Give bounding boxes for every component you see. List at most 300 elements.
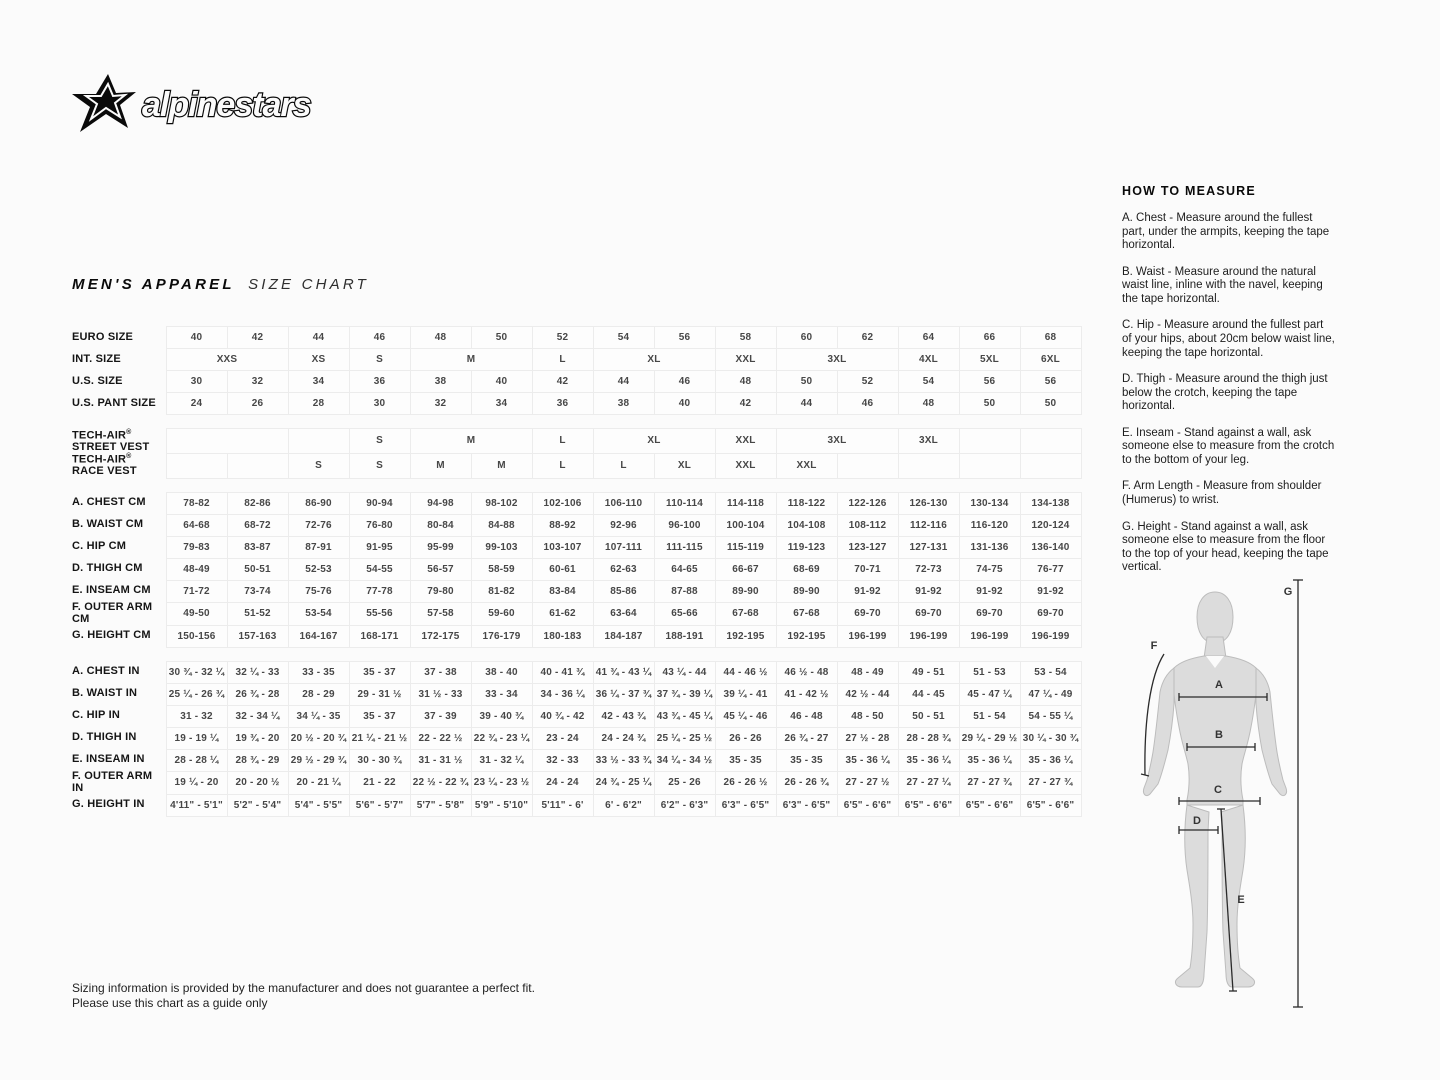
size-cell: 86-90 — [288, 492, 349, 514]
size-cell: 46 - 48 — [776, 705, 837, 727]
size-cell: 49 - 51 — [898, 661, 959, 683]
size-cell: 31 ½ - 33 — [410, 683, 471, 705]
size-cell: 36 ¼ - 37 ¾ — [593, 683, 654, 705]
size-cell: 164-167 — [288, 625, 349, 647]
size-cell: 50 — [471, 327, 532, 349]
size-cell: 30 — [166, 371, 227, 393]
size-cell: 150-156 — [166, 625, 227, 647]
size-cell: 61-62 — [532, 602, 593, 625]
size-cell: 5'6" - 5'7" — [349, 794, 410, 816]
size-cell: 45 - 47 ¼ — [959, 683, 1020, 705]
size-cell: 110-114 — [654, 492, 715, 514]
size-cell: 27 - 27 ¾ — [959, 771, 1020, 794]
size-cell: 38 - 40 — [471, 661, 532, 683]
size-cell: 33 - 34 — [471, 683, 532, 705]
size-cell: 51 - 54 — [959, 705, 1020, 727]
size-cell: 27 - 27 ¼ — [898, 771, 959, 794]
size-cell: 26 ¾ - 27 — [776, 727, 837, 749]
size-cell: 106-110 — [593, 492, 654, 514]
measure-instruction: B. Waist - Measure around the natural waist line, inline with the navel, keeping the tape horizontal. — [1122, 265, 1323, 305]
size-cell: 66 — [959, 327, 1020, 349]
size-cell: 42 — [715, 393, 776, 415]
size-cell: 30 ¼ - 30 ¾ — [1020, 727, 1081, 749]
size-cell: 126-130 — [898, 492, 959, 514]
size-cell: 28 - 29 — [288, 683, 349, 705]
size-cell: XXL — [715, 453, 776, 478]
size-cell: 48-49 — [166, 558, 227, 580]
size-cell: 47 ¼ - 49 — [1020, 683, 1081, 705]
row-label: F. OUTER ARM IN — [72, 770, 153, 794]
row-label: U.S. PANT SIZE — [72, 396, 156, 409]
size-cell: 192-195 — [715, 625, 776, 647]
size-cell: 32 - 34 ¼ — [227, 705, 288, 727]
size-cell: 5'7" - 5'8" — [410, 794, 471, 816]
size-cell: 36 — [349, 371, 410, 393]
size-cell: 29 ¼ - 29 ½ — [959, 727, 1020, 749]
size-cell: 91-95 — [349, 536, 410, 558]
size-cell: 115-119 — [715, 536, 776, 558]
disclaimer — [72, 981, 535, 1010]
size-cell: 70-71 — [837, 558, 898, 580]
size-cell: 6'5" - 6'6" — [898, 794, 959, 816]
size-cell: 23 - 24 — [532, 727, 593, 749]
size-cell: 91-92 — [1020, 580, 1081, 602]
size-cell: 6'3" - 6'5" — [776, 794, 837, 816]
size-cell: 66-67 — [715, 558, 776, 580]
size-cell: 64-65 — [654, 558, 715, 580]
size-cell: 95-99 — [410, 536, 471, 558]
size-cell: 35 - 35 — [776, 749, 837, 771]
size-cell: 41 - 42 ½ — [776, 683, 837, 705]
row-label: C. HIP CM — [72, 540, 127, 553]
size-cell: 68 — [1020, 327, 1081, 349]
size-cell: 103-107 — [532, 536, 593, 558]
table-row — [72, 683, 1081, 705]
size-cell: 42 ½ - 44 — [837, 683, 898, 705]
table-row — [72, 327, 1081, 349]
size-cell: 46 ½ - 48 — [776, 661, 837, 683]
size-cell: 87-91 — [288, 536, 349, 558]
size-cell: 20 ½ - 20 ¾ — [288, 727, 349, 749]
size-cell: 31 - 31 ½ — [410, 749, 471, 771]
size-cell: 3XL — [898, 429, 959, 454]
size-cell: M — [471, 453, 532, 478]
row-label: U.S. SIZE — [72, 374, 123, 387]
size-cell: 111-115 — [654, 536, 715, 558]
row-label: E. INSEAM IN — [72, 753, 145, 766]
size-cell: 120-124 — [1020, 514, 1081, 536]
row-label: EURO SIZE — [72, 330, 134, 343]
size-cell: 60-61 — [532, 558, 593, 580]
size-cell: 19 ¼ - 20 — [166, 771, 227, 794]
size-cell: 99-103 — [471, 536, 532, 558]
size-cell: 6'5" - 6'6" — [1020, 794, 1081, 816]
size-cell — [1020, 453, 1081, 478]
size-cell: 6'5" - 6'6" — [959, 794, 1020, 816]
size-cell: M — [410, 429, 532, 454]
size-cell: 33 - 35 — [288, 661, 349, 683]
size-cell: 91-92 — [837, 580, 898, 602]
size-cell: 33 ½ - 33 ¾ — [593, 749, 654, 771]
size-cell: 40 - 41 ¾ — [532, 661, 593, 683]
label-c: C — [1214, 784, 1222, 796]
size-cell: 81-82 — [471, 580, 532, 602]
section-gap — [72, 647, 1081, 661]
row-label: C. HIP IN — [72, 709, 121, 722]
size-cell — [288, 429, 349, 454]
size-cell: 44 - 45 — [898, 683, 959, 705]
row-label: F. OUTER ARM CM — [72, 601, 153, 625]
table-row — [72, 492, 1081, 514]
size-cell: 34 ¼ - 34 ½ — [654, 749, 715, 771]
size-cell: 32 ¼ - 33 — [227, 661, 288, 683]
size-cell: 48 — [410, 327, 471, 349]
row-label: D. THIGH IN — [72, 731, 137, 744]
size-cell: 57-58 — [410, 602, 471, 625]
size-cell: XL — [593, 349, 715, 371]
size-cell: 76-77 — [1020, 558, 1081, 580]
size-cell: 130-134 — [959, 492, 1020, 514]
disclaimer-line2: Please use this chart as a guide only — [72, 995, 268, 1010]
size-cell: 72-73 — [898, 558, 959, 580]
size-cell: 192-195 — [776, 625, 837, 647]
size-cell: 54 — [898, 371, 959, 393]
size-cell: 5'9" - 5'10" — [471, 794, 532, 816]
size-cell: 20 - 21 ¼ — [288, 771, 349, 794]
size-cell: 6' - 6'2" — [593, 794, 654, 816]
size-cell: 31 - 32 — [166, 705, 227, 727]
size-cell: 68-69 — [776, 558, 837, 580]
size-cell: 79-83 — [166, 536, 227, 558]
size-cell: 37 ¾ - 39 ¼ — [654, 683, 715, 705]
size-cell: 48 - 50 — [837, 705, 898, 727]
size-cell: 44 - 46 ½ — [715, 661, 776, 683]
size-cell: 5'4" - 5'5" — [288, 794, 349, 816]
size-cell: 102-106 — [532, 492, 593, 514]
size-cell: L — [593, 453, 654, 478]
measure-instruction: F. Arm Length - Measure from shoulder (Humerus) to wrist. — [1122, 480, 1322, 506]
size-cell: 30 - 30 ¾ — [349, 749, 410, 771]
size-cell: XXS — [166, 349, 288, 371]
size-cell: 42 — [532, 371, 593, 393]
size-cell: 65-66 — [654, 602, 715, 625]
table-row — [72, 514, 1081, 536]
section-gap — [72, 478, 1081, 492]
size-cell: 76-80 — [349, 514, 410, 536]
size-cell: 42 — [227, 327, 288, 349]
size-cell: 24 — [166, 393, 227, 415]
size-cell: 26 ¾ - 28 — [227, 683, 288, 705]
size-cell: 21 - 22 — [349, 771, 410, 794]
size-cell: 5XL — [959, 349, 1020, 371]
size-cell: S — [349, 453, 410, 478]
size-cell: 3XL — [776, 349, 898, 371]
size-cell: 51-52 — [227, 602, 288, 625]
size-cell — [959, 429, 1020, 454]
size-cell: 34 ¼ - 35 — [288, 705, 349, 727]
table-row — [72, 625, 1081, 647]
size-cell: 69-70 — [959, 602, 1020, 625]
size-cell: 6XL — [1020, 349, 1081, 371]
size-cell: 71-72 — [166, 580, 227, 602]
size-cell: 35 - 35 — [715, 749, 776, 771]
size-chart-table — [72, 326, 1082, 817]
size-cell: 78-82 — [166, 492, 227, 514]
size-cell: 22 ¾ - 23 ¼ — [471, 727, 532, 749]
size-cell: 69-70 — [1020, 602, 1081, 625]
size-cell: 19 ¾ - 20 — [227, 727, 288, 749]
size-cell: 123-127 — [837, 536, 898, 558]
size-cell: 104-108 — [776, 514, 837, 536]
size-cell: S — [349, 429, 410, 454]
size-cell: 83-87 — [227, 536, 288, 558]
size-cell: XL — [654, 453, 715, 478]
size-cell: 127-131 — [898, 536, 959, 558]
row-label: G. HEIGHT CM — [72, 629, 151, 642]
size-cell: 77-78 — [349, 580, 410, 602]
size-cell: 29 - 31 ½ — [349, 683, 410, 705]
size-cell: 56 — [1020, 371, 1081, 393]
table-row — [72, 536, 1081, 558]
size-cell: 60 — [776, 327, 837, 349]
size-cell: 89-90 — [715, 580, 776, 602]
size-cell: 24 ¾ - 25 ¼ — [593, 771, 654, 794]
label-d: D — [1193, 815, 1201, 827]
size-cell: 58 — [715, 327, 776, 349]
size-cell — [959, 453, 1020, 478]
section-gap-cell — [72, 647, 1081, 661]
size-cell: 52 — [837, 371, 898, 393]
size-cell — [1020, 429, 1081, 454]
row-label: D. THIGH CM — [72, 562, 143, 575]
size-cell: 96-100 — [654, 514, 715, 536]
size-cell: L — [532, 453, 593, 478]
size-cell: 25 - 26 — [654, 771, 715, 794]
size-cell: 54 — [593, 327, 654, 349]
table-row — [72, 727, 1081, 749]
size-cell: 32 — [410, 393, 471, 415]
size-cell: 23 ¼ - 23 ½ — [471, 771, 532, 794]
size-cell: 172-175 — [410, 625, 471, 647]
size-cell: 75-76 — [288, 580, 349, 602]
row-label: TECH-AIR® STREET VEST — [72, 428, 150, 453]
size-cell: 94-98 — [410, 492, 471, 514]
size-cell: 35 - 36 ¼ — [898, 749, 959, 771]
size-cell: 38 — [410, 371, 471, 393]
size-cell: 52 — [532, 327, 593, 349]
row-label: B. WAIST IN — [72, 687, 138, 700]
size-cell: 119-123 — [776, 536, 837, 558]
size-cell: 43 ¾ - 45 ¼ — [654, 705, 715, 727]
size-cell: 48 — [715, 371, 776, 393]
size-cell: 41 ¾ - 43 ¼ — [593, 661, 654, 683]
measure-instruction: A. Chest - Measure around the fullest part, under the armpits, keeping the tape horizontal. — [1122, 212, 1330, 252]
size-cell: 46 — [837, 393, 898, 415]
size-cell: 118-122 — [776, 492, 837, 514]
size-cell: 43 ¼ - 44 — [654, 661, 715, 683]
size-cell: 89-90 — [776, 580, 837, 602]
size-cell: 107-111 — [593, 536, 654, 558]
table-row — [72, 371, 1081, 393]
size-cell: 56 — [959, 371, 1020, 393]
size-cell: 83-84 — [532, 580, 593, 602]
size-cell: 40 — [166, 327, 227, 349]
size-cell: 157-163 — [227, 625, 288, 647]
size-cell — [898, 453, 959, 478]
size-cell: 72-76 — [288, 514, 349, 536]
size-cell: 3XL — [776, 429, 898, 454]
size-cell: 68-72 — [227, 514, 288, 536]
how-to-measure-heading: HOW TO MEASURE — [1122, 184, 1256, 198]
alpinestars-wordmark: alpinestars — [142, 86, 311, 124]
size-cell: 85-86 — [593, 580, 654, 602]
size-cell: 5'11" - 6' — [532, 794, 593, 816]
size-cell: 35 - 36 ¼ — [1020, 749, 1081, 771]
size-cell: 134-138 — [1020, 492, 1081, 514]
measure-instructions — [1122, 212, 1336, 575]
size-cell: 26 - 26 ¾ — [776, 771, 837, 794]
size-cell: 168-171 — [349, 625, 410, 647]
size-cell: 37 - 39 — [410, 705, 471, 727]
row-label: B. WAIST CM — [72, 518, 144, 531]
label-a: A — [1215, 679, 1223, 691]
size-cell: 30 ¾ - 32 ¼ — [166, 661, 227, 683]
table-row — [72, 705, 1081, 727]
size-cell: 108-112 — [837, 514, 898, 536]
size-cell: 27 - 27 ¾ — [1020, 771, 1081, 794]
size-cell: 54-55 — [349, 558, 410, 580]
size-cell: 92-96 — [593, 514, 654, 536]
size-cell — [166, 429, 288, 454]
size-cell: 24 - 24 ¾ — [593, 727, 654, 749]
size-cell: 63-64 — [593, 602, 654, 625]
page-title-main: MEN'S APPAREL — [72, 276, 235, 293]
size-cell: 44 — [776, 393, 837, 415]
size-cell: 31 - 32 ¼ — [471, 749, 532, 771]
size-cell: 51 - 53 — [959, 661, 1020, 683]
table-row — [72, 602, 1081, 625]
size-cell: 87-88 — [654, 580, 715, 602]
size-cell: 24 - 24 — [532, 771, 593, 794]
size-cell: 56 — [654, 327, 715, 349]
size-cell: 25 ¼ - 26 ¾ — [166, 683, 227, 705]
table-row — [72, 749, 1081, 771]
size-cell: 40 — [654, 393, 715, 415]
size-cell: 26 — [227, 393, 288, 415]
size-cell: 58-59 — [471, 558, 532, 580]
size-cell: 84-88 — [471, 514, 532, 536]
size-cell: 88-92 — [532, 514, 593, 536]
alpinestars-star-icon — [72, 74, 136, 132]
size-cell: 49-50 — [166, 602, 227, 625]
measure-instruction: E. Inseam - Stand against a wall, ask someone else to measure from the crotch to the bottom of your leg. — [1122, 426, 1335, 466]
size-cell: 112-116 — [898, 514, 959, 536]
size-cell: 19 - 19 ¼ — [166, 727, 227, 749]
size-cell: 56-57 — [410, 558, 471, 580]
size-cell: 28 — [288, 393, 349, 415]
size-cell: 22 - 22 ½ — [410, 727, 471, 749]
size-table — [72, 326, 1082, 817]
size-cell: 42 - 43 ¾ — [593, 705, 654, 727]
size-cell: 46 — [349, 327, 410, 349]
measure-instruction: C. Hip - Measure around the fullest part of your hips, about 20cm below waist line, keeping the tape horizontal. — [1122, 319, 1335, 359]
size-cell: 34 - 36 ¼ — [532, 683, 593, 705]
section-gap-cell — [72, 415, 1081, 429]
size-cell: 29 ½ - 29 ¾ — [288, 749, 349, 771]
size-cell: 39 ¼ - 41 — [715, 683, 776, 705]
body-measurement-figure — [1138, 572, 1313, 1022]
size-cell: 6'2" - 6'3" — [654, 794, 715, 816]
size-cell: 26 - 26 ½ — [715, 771, 776, 794]
size-cell: 79-80 — [410, 580, 471, 602]
size-cell: 69-70 — [898, 602, 959, 625]
size-cell: 40 — [471, 371, 532, 393]
size-cell: 62 — [837, 327, 898, 349]
size-cell: 53-54 — [288, 602, 349, 625]
size-cell: 36 — [532, 393, 593, 415]
size-cell: 27 ½ - 28 — [837, 727, 898, 749]
size-table-body — [72, 327, 1081, 817]
measure-instruction: D. Thigh - Measure around the thigh just below the crotch, keeping the tape horizontal. — [1122, 373, 1328, 413]
size-cell: 6'5" - 6'6" — [837, 794, 898, 816]
size-cell: 5'2" - 5'4" — [227, 794, 288, 816]
size-cell: XXL — [776, 453, 837, 478]
size-cell: 196-199 — [837, 625, 898, 647]
size-cell: S — [349, 349, 410, 371]
row-label: A. CHEST IN — [72, 665, 140, 678]
size-cell: 25 ¼ - 25 ½ — [654, 727, 715, 749]
size-cell: 80-84 — [410, 514, 471, 536]
size-cell: 28 ¾ - 29 — [227, 749, 288, 771]
size-cell: 50 — [1020, 393, 1081, 415]
size-cell: 50 — [776, 371, 837, 393]
size-cell: 34 — [471, 393, 532, 415]
size-cell: M — [410, 349, 532, 371]
size-cell: 196-199 — [898, 625, 959, 647]
size-cell: 91-92 — [898, 580, 959, 602]
label-g: G — [1283, 586, 1293, 598]
size-cell: 188-191 — [654, 625, 715, 647]
size-cell: 28 - 28 ¼ — [166, 749, 227, 771]
table-row — [72, 429, 1081, 454]
size-cell: 21 ¼ - 21 ½ — [349, 727, 410, 749]
size-cell: 67-68 — [776, 602, 837, 625]
size-cell: 35 - 37 — [349, 705, 410, 727]
row-label: A. CHEST CM — [72, 496, 146, 509]
size-cell: 131-136 — [959, 536, 1020, 558]
label-e: E — [1237, 894, 1245, 906]
size-cell: 39 - 40 ¾ — [471, 705, 532, 727]
size-cell: 50 - 51 — [898, 705, 959, 727]
table-row — [72, 661, 1081, 683]
row-label: G. HEIGHT IN — [72, 798, 145, 811]
size-cell: 69-70 — [837, 602, 898, 625]
size-cell: 48 - 49 — [837, 661, 898, 683]
page-title — [72, 276, 369, 293]
size-cell — [227, 453, 288, 478]
size-cell: L — [532, 429, 593, 454]
measure-instruction: G. Height - Stand against a wall, ask someone else to measure from the floor to the top of your head, keeping the tape vertical. — [1122, 520, 1329, 574]
section-gap-cell — [72, 478, 1081, 492]
row-label: TECH-AIR® RACE VEST — [72, 453, 137, 478]
table-row — [72, 794, 1081, 816]
size-cell: 74-75 — [959, 558, 1020, 580]
size-cell: 35 - 36 ¼ — [959, 749, 1020, 771]
label-b: B — [1215, 729, 1223, 741]
size-cell: 6'3" - 6'5" — [715, 794, 776, 816]
size-cell: XXL — [715, 349, 776, 371]
size-cell: 34 — [288, 371, 349, 393]
